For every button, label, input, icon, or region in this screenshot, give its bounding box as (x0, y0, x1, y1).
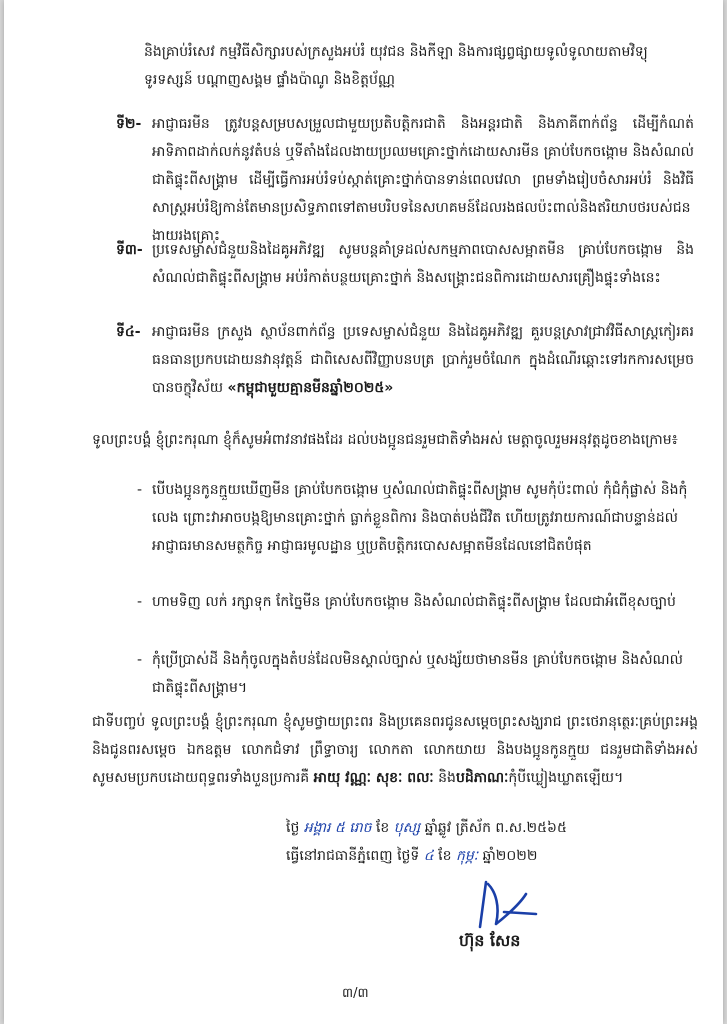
lunar-date-prefix: ថ្ងៃ (286, 820, 300, 836)
item-4-text (152, 318, 694, 402)
lunar-month-handwritten: បុស្ស (393, 820, 421, 836)
page-number: ៣/៣ (342, 986, 369, 1001)
appeal-paragraph: ទូលព្រះបង្គំ ខ្ញុំព្រះករុណា ខ្ញុំក៏សូមអំពាវនាវផងដែរ ដល់បងប្អូនជនរួមជាតិទាំងអស់ មេត្តាចូលរួមអនុវត្តដូចខាងក្រោម៖ (92, 432, 678, 448)
solar-date-line (286, 843, 537, 869)
closing-join: និង (438, 770, 456, 786)
solar-day-handwritten: ៤ (423, 848, 434, 864)
item-4-body: អាជ្ញាធរមីន ក្រសួង ស្ថាប័នពាក់ព័ន្ធ ប្រទេសម្ចាស់ជំនួយ និងដៃគូអភិវឌ្ឍ គួរបន្តស្រាវជ្រាវវិធីសាស្ត្រកៀរគរធនធានប្រកបដោយនវានុវត្តន៍ ជាពិសេសពីវិញ្ញាបនបត្រ ប្រាក់រួមចំណែក ក្នុងដំណើរឆ្ពោះទៅរកការសម្រេចបានចក្ខុវិស័យ (152, 324, 694, 396)
lunar-date-handwritten: អង្គារ ៥ រោច (303, 820, 372, 836)
item-3-label: ទី៣- (116, 242, 143, 258)
lunar-month-label: ខែ (375, 820, 390, 836)
bullet-item: កុំប្រើប្រាស់ដី និងកុំចូលក្នុងតំបន់ដែលមិនស្គាល់ច្បាស់ ឬសង្ស័យថាមានមីន គ្រាប់បែកចង្កោម និងសំណល់ជាតិផ្ទុះពីសង្គ្រាម។ (152, 652, 683, 696)
vision-slogan: «កម្ពុជាមួយគ្មានមីនឆ្នាំ២០២៥» (227, 380, 394, 396)
blessing-virtues: អាយុ វណ្ណៈ សុខៈ ពលៈ (313, 770, 434, 786)
letter-page (4, 0, 723, 1024)
item-3-text: ប្រទេសម្ចាស់ជំនួយនិងដៃគូអភិវឌ្ឍ សូមបន្តគាំទ្រដល់សកម្មភាពបោសសម្អាតមីន គ្រាប់បែកចង្កោម និងសំណល់ជាតិផ្ទុះពីសង្គ្រាម អប់រំកាត់បន្ថយគ្រោះថ្នាក់ និងសង្គ្រោះជនពិការដោយសារគ្រឿងផ្ទុះទាំងនេះ (152, 242, 694, 286)
closing-text: ជាទីបញ្ចប់ ទូលព្រះបង្គំ ខ្ញុំព្រះករុណា ខ្ញុំសូមថ្វាយព្រះពរ និងប្រគេនពរជូនសម្តេចព្រះសង្ឃរាជ ព្រះថេរានុត្ថេរៈគ្រប់ព្រះអង្គ និងជូនពរសម្តេច ឯកឧត្តម លោកជំទាវ ព្រឹទ្ធាចារ្យ លោកតា លោកយាយ និងបងប្អូនកូនក្មួយ ជនរួមជាតិទាំងអស់ សូមសមប្រកបដោយពុទ្ធពរទាំងបួនប្រការគឺ (92, 714, 698, 786)
signature-mark (466, 872, 546, 932)
closing-end: កុំបីឃ្លៀងឃ្លាតឡើយ។ (508, 770, 624, 786)
item-2-text: អាជ្ញាធរមីន ត្រូវបន្តសម្របសម្រួលជាមួយប្រតិបត្តិករជាតិ និងអន្តរជាតិ និងភាគីពាក់ព័ន្ធ ដើម្បីកំណត់អាទិភាពដាក់លក់នូវតំបន់ ឬទីតាំងដែលងាយប្រឈមគ្រោះថ្នាក់ដោយសារមីន គ្រាប់បែកចង្កោម និងសំណល់ជាតិផ្ទុះពីសង្គ្រាម ដើម្បីធ្វើការអប់រំទប់ស្កាត់គ្រោះថ្នាក់បានទាន់ពេលវេលា ព្រមទាំងរៀបចំសារអប់រំ និងវិធីសាស្ត្រអប់រំឱ្យកាន់តែមានប្រសិទ្ធភាពទៅតាមបរិបទនៃសហគមន៍ដែលរងផលប៉ះពាល់និងឥរិយាបថរបស់ជនងាយរងគ្រោះ (152, 116, 694, 244)
bullet-dash: - (137, 594, 143, 610)
lunar-date-line (286, 815, 567, 841)
signer-name: ហ៊ុន សែន (459, 931, 521, 950)
closing-paragraph (92, 708, 698, 792)
solar-year: ឆ្នាំ២០២២ (482, 848, 538, 864)
solar-month-handwritten: កុម្ភៈ (455, 848, 478, 864)
bullet-item: បើបងប្អូនកូនក្មួយឃើញមីន គ្រាប់បែកចង្កោម ឬសំណល់ជាតិផ្ទុះពីសង្គ្រាម សូមកុំប៉ះពាល់ កុំជំកុំផ្លាស់ និងកុំលេង ព្រោះវាអាចបង្កឱ្យមានគ្រោះថ្នាក់ ធ្លាក់ខ្លួនពិការ និងបាត់បង់ជីវិត ហើយត្រូវរាយការណ៍ជាបន្ទាន់ដល់អាជ្ញាធរមានសមត្ថកិច្ច អាជ្ញាធរមូលដ្ឋាន ឬប្រតិបត្តិករបោសសម្អាតមីនដែលនៅជិតបំផុត (152, 482, 688, 554)
lunar-year: ឆ្នាំឆ្លូវ ត្រីស័ក ព.ស.២៥៦៥ (424, 820, 567, 836)
item-4-label: ទី៤- (116, 324, 141, 340)
intro-paragraph: និងគ្រាប់រំសេវ កម្មវិធីសិក្សារបស់ក្រសួងអប់រំ យុវជន និងកីឡា និងការផ្សព្វផ្សាយទូលំទូលាយតាមវិទ្យុ ទូរទស្សន៍ បណ្តាញសង្គម ផ្ទាំងប៉ាណូ និងខិត្តប័ណ្ណ (144, 44, 648, 88)
blessing-wisdom: បដិភាណៈ (455, 770, 509, 786)
item-2-label: ទី២- (116, 116, 142, 132)
bullet-item: ហាមទិញ លក់ រក្សាទុក កែច្នៃមីន គ្រាប់បែកចង្កោម និងសំណល់ជាតិផ្ទុះពីសង្គ្រាម ដែលជាអំពើខុសច្បាប់ (152, 594, 676, 610)
bullet-dash: - (137, 482, 143, 498)
bullet-dash: - (137, 652, 143, 668)
solar-month-label: ខែ (438, 848, 452, 864)
solar-date-prefix: ធ្វើនៅរាជធានីភ្នំពេញ ថ្ងៃទី (286, 848, 420, 864)
